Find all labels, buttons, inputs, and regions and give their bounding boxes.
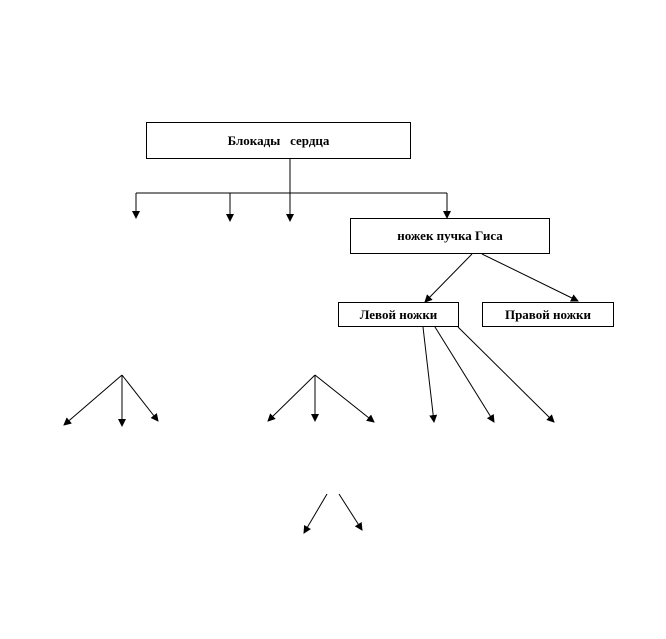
- arrow-bottom-2: [339, 494, 362, 530]
- arrow-left-sub-1: [423, 327, 434, 422]
- arrow-fan-a-1: [64, 375, 122, 425]
- root-node-label: Блокады сердца: [227, 132, 330, 148]
- arrow-fan-b-1: [268, 375, 315, 421]
- left-branch-node-box: [338, 302, 459, 327]
- right-branch-node-label: Правой ножки: [504, 306, 592, 322]
- arrow-fan-b-3: [315, 375, 374, 422]
- arrow-to-right-branch: [482, 254, 578, 301]
- arrow-to-left-branch: [425, 254, 472, 302]
- bundle-node-box: [350, 218, 550, 254]
- arrow-bottom-1: [304, 494, 327, 533]
- bundle-node-label: ножек пучка Гиса: [397, 228, 503, 243]
- right-branch-node-box: [482, 302, 614, 327]
- arrow-left-sub-3: [458, 327, 554, 422]
- arrow-left-sub-2: [435, 327, 494, 422]
- root-node-box: [146, 122, 411, 159]
- arrow-fan-a-3: [122, 375, 158, 421]
- left-branch-node-label: Левой ножки: [359, 306, 438, 322]
